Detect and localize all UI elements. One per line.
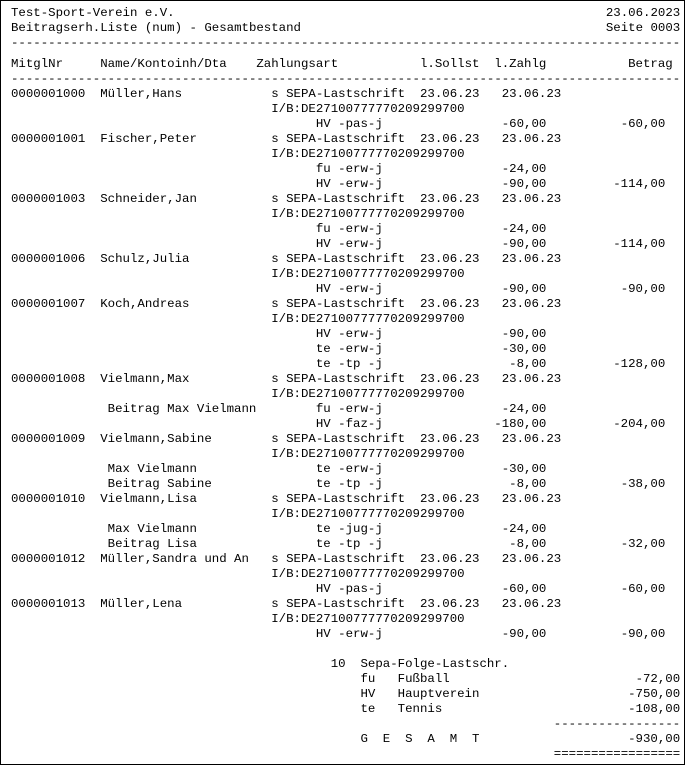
zahlg-date: 23.06.23	[501, 87, 562, 101]
col-header-betrag: Betrag	[628, 57, 673, 71]
col-header-mitglnr: MitglNr	[11, 57, 64, 71]
payment-type: s SEPA-Lastschrift	[271, 192, 406, 206]
sollst-date: 23.06.23	[419, 132, 480, 146]
member-total: -204,00	[613, 417, 666, 431]
fee-row	[11, 462, 684, 477]
fee-amount: -24,00	[501, 222, 547, 236]
col-header-name: Name/Kontoinh/Dta	[100, 57, 227, 71]
grand-total-double-line: =================	[553, 747, 681, 761]
member-row	[11, 87, 684, 102]
member-iban: I/B:DE27100777770209299700	[271, 567, 465, 581]
fee-amount: -90,00	[501, 327, 547, 341]
fee-row	[11, 357, 684, 372]
member-row	[11, 492, 684, 507]
zahlg-date: 23.06.23	[501, 297, 562, 311]
summary-row	[11, 702, 684, 717]
member-total: -60,00	[620, 582, 666, 596]
member-row	[11, 597, 684, 612]
payment-type: s SEPA-Lastschrift	[271, 132, 406, 146]
member-iban: I/B:DE27100777770209299700	[271, 612, 465, 626]
fee-code: te -tp -j	[315, 477, 383, 491]
member-name: Vielmann,Max	[100, 372, 190, 386]
member-iban: I/B:DE27100777770209299700	[271, 267, 465, 281]
summary-fee-name: Tennis	[397, 702, 443, 716]
member-iban: I/B:DE27100777770209299700	[271, 312, 465, 326]
member-total: -38,00	[620, 477, 666, 491]
fee-code: HV -pas-j	[315, 582, 383, 596]
member-number: 0000001000	[11, 87, 86, 101]
fee-row	[11, 342, 684, 357]
fee-code: te -jug-j	[315, 522, 383, 536]
summary-header-row	[11, 657, 684, 672]
member-name: Schulz,Julia	[100, 252, 190, 266]
zahlg-date: 23.06.23	[501, 492, 562, 506]
summary-row	[11, 687, 684, 702]
fee-amount: -90,00	[501, 237, 547, 251]
fee-code: fu -erw-j	[315, 162, 383, 176]
fee-code: te -tp -j	[315, 357, 383, 371]
fee-row	[11, 327, 684, 342]
payment-type: s SEPA-Lastschrift	[271, 492, 406, 506]
member-row	[11, 432, 684, 447]
fee-row	[11, 162, 684, 177]
grand-total-label: G E S A M T	[360, 732, 480, 746]
organization-name: Test-Sport-Verein e.V.	[11, 6, 175, 20]
member-row	[11, 132, 684, 147]
fee-code: te -erw-j	[315, 342, 383, 356]
fee-row	[11, 282, 684, 297]
fee-amount: -8,00	[509, 357, 547, 371]
fee-code: fu -erw-j	[315, 402, 383, 416]
fee-amount: -90,00	[501, 627, 547, 641]
sollst-date: 23.06.23	[419, 372, 480, 386]
sollst-date: 23.06.23	[419, 297, 480, 311]
fee-code: te -tp -j	[315, 537, 383, 551]
fee-amount: -90,00	[501, 177, 547, 191]
summary-fee-code: fu	[360, 672, 376, 686]
fee-code: HV -erw-j	[315, 282, 383, 296]
member-number: 0000001007	[11, 297, 86, 311]
fee-code: HV -erw-j	[315, 327, 383, 341]
separator-line: ------------------------------------------------------------------------------------------	[11, 72, 681, 86]
member-row	[11, 297, 684, 312]
sollst-date: 23.06.23	[419, 552, 480, 566]
member-iban: I/B:DE27100777770209299700	[271, 102, 465, 116]
fee-row	[11, 222, 684, 237]
fee-row	[11, 117, 684, 132]
summary-fee-code: te	[360, 702, 376, 716]
summary-fee-amount: -72,00	[635, 672, 681, 686]
fee-amount: -90,00	[501, 282, 547, 296]
fee-row	[11, 522, 684, 537]
fee-amount: -30,00	[501, 462, 547, 476]
member-total: -60,00	[620, 117, 666, 131]
fee-row	[11, 627, 684, 642]
fee-amount: -30,00	[501, 342, 547, 356]
fee-code: te -erw-j	[315, 462, 383, 476]
list-title: Beitragserh.Liste (num) - Gesamtbestand	[11, 21, 301, 35]
fee-amount: -8,00	[509, 477, 547, 491]
report-date: 23.06.2023	[605, 6, 681, 20]
sollst-date: 23.06.23	[419, 192, 480, 206]
payment-type: s SEPA-Lastschrift	[271, 252, 406, 266]
fee-payer: Beitrag Sabine	[107, 477, 212, 491]
fee-row	[11, 402, 684, 417]
member-number: 0000001008	[11, 372, 86, 386]
member-iban: I/B:DE27100777770209299700	[271, 447, 465, 461]
zahlg-date: 23.06.23	[501, 372, 562, 386]
member-number: 0000001006	[11, 252, 86, 266]
fee-row	[11, 237, 684, 252]
fee-amount: -8,00	[509, 537, 547, 551]
fee-amount: -60,00	[501, 117, 547, 131]
member-total: -90,00	[620, 627, 666, 641]
sollst-date: 23.06.23	[419, 432, 480, 446]
zahlg-date: 23.06.23	[501, 432, 562, 446]
member-name: Müller,Hans	[100, 87, 183, 101]
summary-count: 10	[330, 657, 346, 671]
member-total: -32,00	[620, 537, 666, 551]
member-iban: I/B:DE27100777770209299700	[271, 387, 465, 401]
member-iban: I/B:DE27100777770209299700	[271, 507, 465, 521]
fee-payer: Beitrag Max Vielmann	[107, 402, 257, 416]
zahlg-date: 23.06.23	[501, 192, 562, 206]
fee-row	[11, 582, 684, 597]
payment-type: s SEPA-Lastschrift	[271, 87, 406, 101]
sollst-date: 23.06.23	[419, 87, 480, 101]
member-total: -128,00	[613, 357, 666, 371]
member-total: -114,00	[613, 177, 666, 191]
fee-amount: -180,00	[494, 417, 547, 431]
payment-type: s SEPA-Lastschrift	[271, 297, 406, 311]
member-number: 0000001012	[11, 552, 86, 566]
fee-amount: -24,00	[501, 522, 547, 536]
grand-total-amount: -930,00	[628, 732, 681, 746]
fee-row	[11, 537, 684, 552]
member-number: 0000001001	[11, 132, 86, 146]
zahlg-date: 23.06.23	[501, 252, 562, 266]
payment-type: s SEPA-Lastschrift	[271, 372, 406, 386]
member-number: 0000001003	[11, 192, 86, 206]
summary-fee-name: Hauptverein	[397, 687, 480, 701]
member-number: 0000001009	[11, 432, 86, 446]
payment-type: s SEPA-Lastschrift	[271, 552, 406, 566]
member-iban: I/B:DE27100777770209299700	[271, 207, 465, 221]
summary-fee-amount: -750,00	[628, 687, 681, 701]
fee-code: fu -erw-j	[315, 222, 383, 236]
zahlg-date: 23.06.23	[501, 132, 562, 146]
member-row	[11, 552, 684, 567]
zahlg-date: 23.06.23	[501, 597, 562, 611]
separator-line: ------------------------------------------------------------------------------------------	[11, 36, 681, 50]
member-name: Vielmann,Sabine	[100, 432, 212, 446]
fee-amount: -60,00	[501, 582, 547, 596]
col-header-zahlungsart: Zahlungsart	[256, 57, 339, 71]
summary-fee-code: HV	[360, 687, 376, 701]
member-name: Müller,Sandra und An	[100, 552, 249, 566]
col-header-sollst: l.Sollst	[419, 57, 480, 71]
fee-code: HV -erw-j	[315, 627, 383, 641]
summary-fee-amount: -108,00	[628, 702, 681, 716]
report-page	[1, 1, 684, 764]
fee-code: HV -erw-j	[315, 237, 383, 251]
payment-type: s SEPA-Lastschrift	[271, 597, 406, 611]
fee-amount: -24,00	[501, 162, 547, 176]
fee-row	[11, 477, 684, 492]
member-total: -114,00	[613, 237, 666, 251]
fee-payer: Beitrag Lisa	[107, 537, 197, 551]
sollst-date: 23.06.23	[419, 597, 480, 611]
member-name: Vielmann,Lisa	[100, 492, 197, 506]
col-header-zahlg: l.Zahlg	[494, 57, 547, 71]
member-iban: I/B:DE27100777770209299700	[271, 147, 465, 161]
member-row	[11, 252, 684, 267]
fee-payer: Max Vielmann	[107, 522, 197, 536]
fee-code: HV -erw-j	[315, 177, 383, 191]
member-number: 0000001013	[11, 597, 86, 611]
fee-row	[11, 417, 684, 432]
fee-code: HV -pas-j	[315, 117, 383, 131]
member-row	[11, 372, 684, 387]
summary-separator: -----------------	[553, 717, 681, 731]
fee-code: HV -faz-j	[315, 417, 383, 431]
member-row	[11, 192, 684, 207]
page-number: Seite 0003	[605, 21, 681, 35]
member-total: -90,00	[620, 282, 666, 296]
summary-row	[11, 672, 684, 687]
member-name: Müller,Lena	[100, 597, 183, 611]
member-name: Fischer,Peter	[100, 132, 197, 146]
fee-payer: Max Vielmann	[107, 462, 197, 476]
fee-row	[11, 177, 684, 192]
member-name: Schneider,Jan	[100, 192, 197, 206]
member-name: Koch,Andreas	[100, 297, 190, 311]
fee-amount: -24,00	[501, 402, 547, 416]
payment-type: s SEPA-Lastschrift	[271, 432, 406, 446]
grand-total-row	[11, 732, 684, 747]
member-number: 0000001010	[11, 492, 86, 506]
summary-fee-name: Fußball	[397, 672, 450, 686]
summary-type-label: Sepa-Folge-Lastschr.	[360, 657, 510, 671]
zahlg-date: 23.06.23	[501, 552, 562, 566]
sollst-date: 23.06.23	[419, 492, 480, 506]
sollst-date: 23.06.23	[419, 252, 480, 266]
